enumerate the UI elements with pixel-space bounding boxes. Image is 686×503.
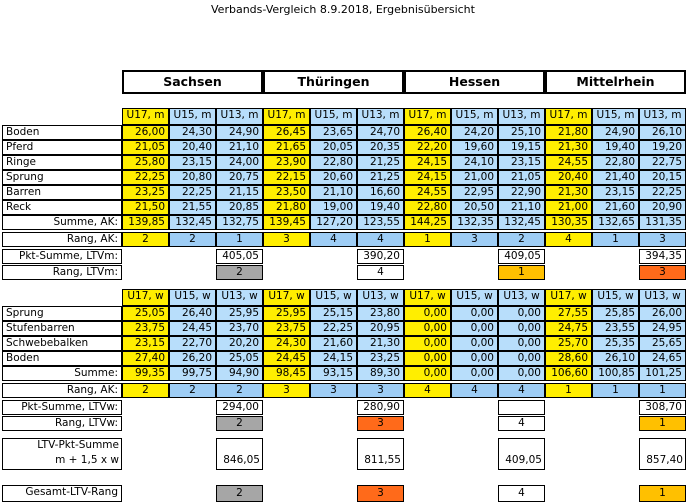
male-value-cell: 21,10 bbox=[310, 185, 357, 200]
male-value-cell: 20,40 bbox=[169, 140, 216, 155]
female-rang-ltv-label: Rang, LTVw: bbox=[2, 416, 122, 431]
female-col-header: U13, w bbox=[639, 289, 686, 306]
male-row-label: Ringe bbox=[2, 155, 122, 170]
female-value-cell: 0,00 bbox=[498, 321, 545, 336]
female-value-cell: 25,65 bbox=[639, 336, 686, 351]
female-value-cell: 20,95 bbox=[357, 321, 404, 336]
female-col-header: U13, w bbox=[498, 289, 545, 306]
male-rang-ltv-label: Rang, LTVm: bbox=[2, 265, 122, 280]
male-pkt-cell: 405,05 bbox=[216, 249, 263, 264]
male-value-cell: 25,80 bbox=[122, 155, 169, 170]
gesamt-rang-cell: 1 bbox=[639, 485, 686, 502]
male-value-cell: 24,10 bbox=[451, 155, 498, 170]
male-summe-cell: 132,45 bbox=[498, 215, 545, 230]
male-value-cell: 24,90 bbox=[216, 125, 263, 140]
male-value-cell: 22,25 bbox=[169, 185, 216, 200]
male-value-cell: 22,80 bbox=[310, 155, 357, 170]
female-col-header: U17, w bbox=[545, 289, 592, 306]
male-value-cell: 26,45 bbox=[263, 125, 310, 140]
female-value-cell: 22,25 bbox=[310, 321, 357, 336]
male-pkt-cell: 390,20 bbox=[357, 249, 404, 264]
female-value-cell: 0,00 bbox=[498, 306, 545, 321]
female-value-cell: 26,00 bbox=[639, 306, 686, 321]
female-rang-ak-cell: 3 bbox=[357, 383, 404, 398]
female-value-cell: 26,20 bbox=[169, 351, 216, 366]
male-rang-ltv-cell: 4 bbox=[357, 265, 404, 280]
male-summe-cell: 132,45 bbox=[169, 215, 216, 230]
male-col-header: U17, m bbox=[545, 108, 592, 125]
female-summe-cell: 106,60 bbox=[545, 366, 592, 381]
gesamt-rang-cell: 3 bbox=[357, 485, 404, 502]
female-value-cell: 26,10 bbox=[592, 351, 639, 366]
female-value-cell: 23,80 bbox=[357, 306, 404, 321]
male-value-cell: 24,70 bbox=[357, 125, 404, 140]
male-value-cell: 21,80 bbox=[263, 200, 310, 215]
male-value-cell: 21,50 bbox=[122, 200, 169, 215]
male-value-cell: 21,55 bbox=[169, 200, 216, 215]
male-value-cell: 19,15 bbox=[498, 140, 545, 155]
male-summe-cell: 127,20 bbox=[310, 215, 357, 230]
male-value-cell: 22,80 bbox=[404, 200, 451, 215]
male-col-header: U13, m bbox=[216, 108, 263, 125]
female-value-cell: 23,75 bbox=[122, 321, 169, 336]
female-rang-ak-cell: 2 bbox=[122, 383, 169, 398]
female-value-cell: 26,40 bbox=[169, 306, 216, 321]
female-value-cell: 0,00 bbox=[404, 351, 451, 366]
ltv-value-cell: 409,05 bbox=[505, 454, 542, 466]
male-col-header: U15, m bbox=[310, 108, 357, 125]
group-header-mittelrhein: Mittelrhein bbox=[545, 70, 686, 94]
male-rang-ak-cell: 4 bbox=[545, 232, 592, 247]
male-summe-cell: 132,75 bbox=[216, 215, 263, 230]
male-value-cell: 21,25 bbox=[357, 155, 404, 170]
female-value-cell: 25,95 bbox=[216, 306, 263, 321]
female-rang-ak-cell: 3 bbox=[263, 383, 310, 398]
female-value-cell: 28,60 bbox=[545, 351, 592, 366]
male-col-header: U13, m bbox=[357, 108, 404, 125]
female-row-label: Boden bbox=[2, 351, 122, 366]
female-rang-ak-cell: 4 bbox=[451, 383, 498, 398]
female-pkt-cell: 280,90 bbox=[357, 400, 404, 415]
female-rang-ak-cell: 2 bbox=[216, 383, 263, 398]
male-value-cell: 24,55 bbox=[545, 155, 592, 170]
male-col-header: U13, m bbox=[639, 108, 686, 125]
female-rang-ak-cell: 2 bbox=[169, 383, 216, 398]
male-value-cell: 19,00 bbox=[310, 200, 357, 215]
male-value-cell: 24,00 bbox=[216, 155, 263, 170]
female-row-label: Schwebebalken bbox=[2, 336, 122, 351]
male-value-cell: 20,90 bbox=[639, 200, 686, 215]
male-row-label: Reck bbox=[2, 200, 122, 215]
female-value-cell: 22,70 bbox=[169, 336, 216, 351]
female-value-cell: 24,65 bbox=[639, 351, 686, 366]
female-col-header: U15, w bbox=[592, 289, 639, 306]
female-col-header: U13, w bbox=[357, 289, 404, 306]
female-value-cell: 20,20 bbox=[216, 336, 263, 351]
ltv-label-line1: LTV-Pkt-Summe bbox=[37, 439, 119, 451]
male-col-header: U17, m bbox=[404, 108, 451, 125]
female-summe-cell: 93,15 bbox=[310, 366, 357, 381]
female-row-label: Sprung bbox=[2, 306, 122, 321]
ltv-value-cell: 857,40 bbox=[646, 454, 683, 466]
male-value-cell: 20,05 bbox=[310, 140, 357, 155]
male-row-label: Pferd bbox=[2, 140, 122, 155]
female-rang-ltv-cell: 4 bbox=[498, 416, 545, 431]
female-value-cell: 27,40 bbox=[122, 351, 169, 366]
female-pkt-cell bbox=[498, 400, 545, 415]
male-rang-ak-cell: 3 bbox=[639, 232, 686, 247]
group-header-sachsen: Sachsen bbox=[122, 70, 263, 94]
male-value-cell: 21,15 bbox=[216, 185, 263, 200]
female-rang-ak-cell: 1 bbox=[592, 383, 639, 398]
male-summe-cell: 131,35 bbox=[639, 215, 686, 230]
male-pkt-label: Pkt-Summe, LTVm: bbox=[2, 249, 122, 264]
female-summe-cell: 89,30 bbox=[357, 366, 404, 381]
female-rang-ak-cell: 1 bbox=[545, 383, 592, 398]
male-value-cell: 22,75 bbox=[639, 155, 686, 170]
male-summe-label: Summe, AK: bbox=[2, 215, 122, 230]
female-col-header: U13, w bbox=[216, 289, 263, 306]
female-rang-ak-cell: 4 bbox=[404, 383, 451, 398]
male-value-cell: 21,10 bbox=[498, 200, 545, 215]
male-value-cell: 22,15 bbox=[263, 170, 310, 185]
male-pkt-cell: 409,05 bbox=[498, 249, 545, 264]
male-rang-ak-label: Rang, AK: bbox=[2, 232, 122, 247]
female-value-cell: 24,95 bbox=[639, 321, 686, 336]
male-value-cell: 24,90 bbox=[592, 125, 639, 140]
ltv-value-cell: 846,05 bbox=[223, 454, 260, 466]
male-rang-ak-cell: 1 bbox=[404, 232, 451, 247]
female-value-cell: 0,00 bbox=[404, 336, 451, 351]
male-summe-cell: 132,65 bbox=[592, 215, 639, 230]
male-col-header: U17, m bbox=[122, 108, 169, 125]
male-row-label: Barren bbox=[2, 185, 122, 200]
gesamt-rang-cell: 4 bbox=[498, 485, 545, 502]
male-value-cell: 21,05 bbox=[498, 170, 545, 185]
male-rang-ak-cell: 4 bbox=[310, 232, 357, 247]
female-value-cell: 0,00 bbox=[498, 351, 545, 366]
male-value-cell: 24,20 bbox=[451, 125, 498, 140]
female-value-cell: 23,70 bbox=[216, 321, 263, 336]
male-rang-ak-cell: 3 bbox=[451, 232, 498, 247]
ltv-value-cell: 811,55 bbox=[364, 454, 401, 466]
female-col-header: U15, w bbox=[310, 289, 357, 306]
female-value-cell: 0,00 bbox=[404, 306, 451, 321]
female-summe-cell: 101,25 bbox=[639, 366, 686, 381]
female-value-cell: 0,00 bbox=[451, 306, 498, 321]
male-value-cell: 23,90 bbox=[263, 155, 310, 170]
female-summe-cell: 0,00 bbox=[404, 366, 451, 381]
male-value-cell: 22,90 bbox=[498, 185, 545, 200]
male-rang-ak-cell: 4 bbox=[357, 232, 404, 247]
female-summe-cell: 99,35 bbox=[122, 366, 169, 381]
male-pkt-cell: 394,35 bbox=[639, 249, 686, 264]
male-value-cell: 23,50 bbox=[263, 185, 310, 200]
male-value-cell: 26,40 bbox=[404, 125, 451, 140]
male-rang-ak-cell: 3 bbox=[263, 232, 310, 247]
male-value-cell: 20,80 bbox=[169, 170, 216, 185]
male-value-cell: 20,85 bbox=[216, 200, 263, 215]
male-value-cell: 21,00 bbox=[545, 200, 592, 215]
male-value-cell: 19,60 bbox=[451, 140, 498, 155]
male-summe-cell: 144,25 bbox=[404, 215, 451, 230]
male-value-cell: 24,55 bbox=[404, 185, 451, 200]
female-value-cell: 25,70 bbox=[545, 336, 592, 351]
male-rang-ltv-cell: 2 bbox=[216, 265, 263, 280]
male-col-header: U15, m bbox=[169, 108, 216, 125]
male-summe-cell: 132,35 bbox=[451, 215, 498, 230]
male-col-header: U15, m bbox=[592, 108, 639, 125]
female-summe-cell: 98,45 bbox=[263, 366, 310, 381]
male-value-cell: 21,40 bbox=[592, 170, 639, 185]
female-row-label: Stufenbarren bbox=[2, 321, 122, 336]
group-header-hessen: Hessen bbox=[404, 70, 545, 94]
male-rang-ak-cell: 2 bbox=[498, 232, 545, 247]
female-rang-ltv-cell: 2 bbox=[216, 416, 263, 431]
male-value-cell: 19,40 bbox=[357, 200, 404, 215]
male-summe-cell: 123,55 bbox=[357, 215, 404, 230]
male-value-cell: 20,50 bbox=[451, 200, 498, 215]
male-value-cell: 21,05 bbox=[122, 140, 169, 155]
group-header-thüringen: Thüringen bbox=[263, 70, 404, 94]
male-value-cell: 26,10 bbox=[639, 125, 686, 140]
female-summe-cell: 94,90 bbox=[216, 366, 263, 381]
male-row-label: Sprung bbox=[2, 170, 122, 185]
male-rang-ak-cell: 1 bbox=[592, 232, 639, 247]
male-value-cell: 22,20 bbox=[404, 140, 451, 155]
female-summe-cell: 0,00 bbox=[498, 366, 545, 381]
female-value-cell: 25,85 bbox=[592, 306, 639, 321]
female-rang-ak-cell: 3 bbox=[310, 383, 357, 398]
female-value-cell: 23,55 bbox=[592, 321, 639, 336]
male-rang-ak-cell: 1 bbox=[216, 232, 263, 247]
male-col-header: U17, m bbox=[263, 108, 310, 125]
female-col-header: U17, w bbox=[122, 289, 169, 306]
female-summe-cell: 0,00 bbox=[451, 366, 498, 381]
ltv-label-line2: m + 1,5 x w bbox=[55, 454, 119, 466]
male-value-cell: 20,60 bbox=[310, 170, 357, 185]
female-rang-ak-cell: 4 bbox=[498, 383, 545, 398]
gesamt-label: Gesamt-LTV-Rang bbox=[2, 485, 122, 502]
male-value-cell: 21,00 bbox=[451, 170, 498, 185]
male-value-cell: 26,00 bbox=[122, 125, 169, 140]
female-value-cell: 27,55 bbox=[545, 306, 592, 321]
female-col-header: U15, w bbox=[451, 289, 498, 306]
female-rang-ltv-cell: 3 bbox=[357, 416, 404, 431]
female-value-cell: 0,00 bbox=[451, 321, 498, 336]
male-value-cell: 22,80 bbox=[592, 155, 639, 170]
male-value-cell: 22,25 bbox=[639, 185, 686, 200]
male-value-cell: 23,15 bbox=[498, 155, 545, 170]
female-value-cell: 24,75 bbox=[545, 321, 592, 336]
male-row-label: Boden bbox=[2, 125, 122, 140]
female-summe-label: Summe: bbox=[2, 366, 122, 381]
male-value-cell: 24,15 bbox=[404, 155, 451, 170]
female-value-cell: 0,00 bbox=[451, 351, 498, 366]
male-value-cell: 20,15 bbox=[639, 170, 686, 185]
female-value-cell: 23,15 bbox=[122, 336, 169, 351]
female-col-header: U17, w bbox=[404, 289, 451, 306]
female-summe-cell: 100,85 bbox=[592, 366, 639, 381]
female-pkt-label: Pkt-Summe, LTVw: bbox=[2, 400, 122, 415]
male-value-cell: 21,60 bbox=[592, 200, 639, 215]
female-value-cell: 23,25 bbox=[357, 351, 404, 366]
female-rang-ltv-cell: 1 bbox=[639, 416, 686, 431]
male-value-cell: 23,25 bbox=[122, 185, 169, 200]
female-pkt-cell: 294,00 bbox=[216, 400, 263, 415]
male-value-cell: 22,25 bbox=[122, 170, 169, 185]
male-value-cell: 24,15 bbox=[404, 170, 451, 185]
female-value-cell: 25,05 bbox=[122, 306, 169, 321]
male-value-cell: 25,10 bbox=[498, 125, 545, 140]
female-col-header: U15, w bbox=[169, 289, 216, 306]
female-value-cell: 0,00 bbox=[498, 336, 545, 351]
male-value-cell: 22,95 bbox=[451, 185, 498, 200]
male-value-cell: 20,35 bbox=[357, 140, 404, 155]
male-value-cell: 24,30 bbox=[169, 125, 216, 140]
male-col-header: U13, m bbox=[498, 108, 545, 125]
male-value-cell: 23,15 bbox=[592, 185, 639, 200]
female-rang-ak-cell: 1 bbox=[639, 383, 686, 398]
female-col-header: U17, w bbox=[263, 289, 310, 306]
male-value-cell: 20,75 bbox=[216, 170, 263, 185]
male-summe-cell: 139,85 bbox=[122, 215, 169, 230]
male-value-cell: 21,80 bbox=[545, 125, 592, 140]
female-value-cell: 24,45 bbox=[263, 351, 310, 366]
male-summe-cell: 130,35 bbox=[545, 215, 592, 230]
female-value-cell: 0,00 bbox=[451, 336, 498, 351]
male-value-cell: 20,40 bbox=[545, 170, 592, 185]
male-value-cell: 23,15 bbox=[169, 155, 216, 170]
female-summe-cell: 99,75 bbox=[169, 366, 216, 381]
male-value-cell: 21,10 bbox=[216, 140, 263, 155]
male-rang-ltv-cell: 3 bbox=[639, 265, 686, 280]
male-value-cell: 21,25 bbox=[357, 170, 404, 185]
male-rang-ak-cell: 2 bbox=[169, 232, 216, 247]
female-value-cell: 21,60 bbox=[310, 336, 357, 351]
male-value-cell: 23,65 bbox=[310, 125, 357, 140]
female-value-cell: 25,95 bbox=[263, 306, 310, 321]
female-value-cell: 24,15 bbox=[310, 351, 357, 366]
male-value-cell: 19,20 bbox=[639, 140, 686, 155]
male-value-cell: 19,40 bbox=[592, 140, 639, 155]
male-rang-ak-cell: 2 bbox=[122, 232, 169, 247]
female-value-cell: 0,00 bbox=[404, 321, 451, 336]
female-rang-ak-label: Rang, AK: bbox=[2, 383, 122, 398]
female-value-cell: 25,15 bbox=[310, 306, 357, 321]
female-value-cell: 24,45 bbox=[169, 321, 216, 336]
male-summe-cell: 139,45 bbox=[263, 215, 310, 230]
female-value-cell: 25,35 bbox=[592, 336, 639, 351]
gesamt-rang-cell: 2 bbox=[216, 485, 263, 502]
male-value-cell: 21,30 bbox=[545, 185, 592, 200]
male-value-cell: 21,65 bbox=[263, 140, 310, 155]
male-col-header: U15, m bbox=[451, 108, 498, 125]
page-title: Verbands-Vergleich 8.9.2018, Ergebnisübersicht bbox=[211, 3, 475, 16]
female-value-cell: 25,05 bbox=[216, 351, 263, 366]
female-value-cell: 23,75 bbox=[263, 321, 310, 336]
female-pkt-cell: 308,70 bbox=[639, 400, 686, 415]
female-value-cell: 21,30 bbox=[357, 336, 404, 351]
male-value-cell: 16,60 bbox=[357, 185, 404, 200]
male-rang-ltv-cell: 1 bbox=[498, 265, 545, 280]
male-value-cell: 21,30 bbox=[545, 140, 592, 155]
female-value-cell: 24,30 bbox=[263, 336, 310, 351]
